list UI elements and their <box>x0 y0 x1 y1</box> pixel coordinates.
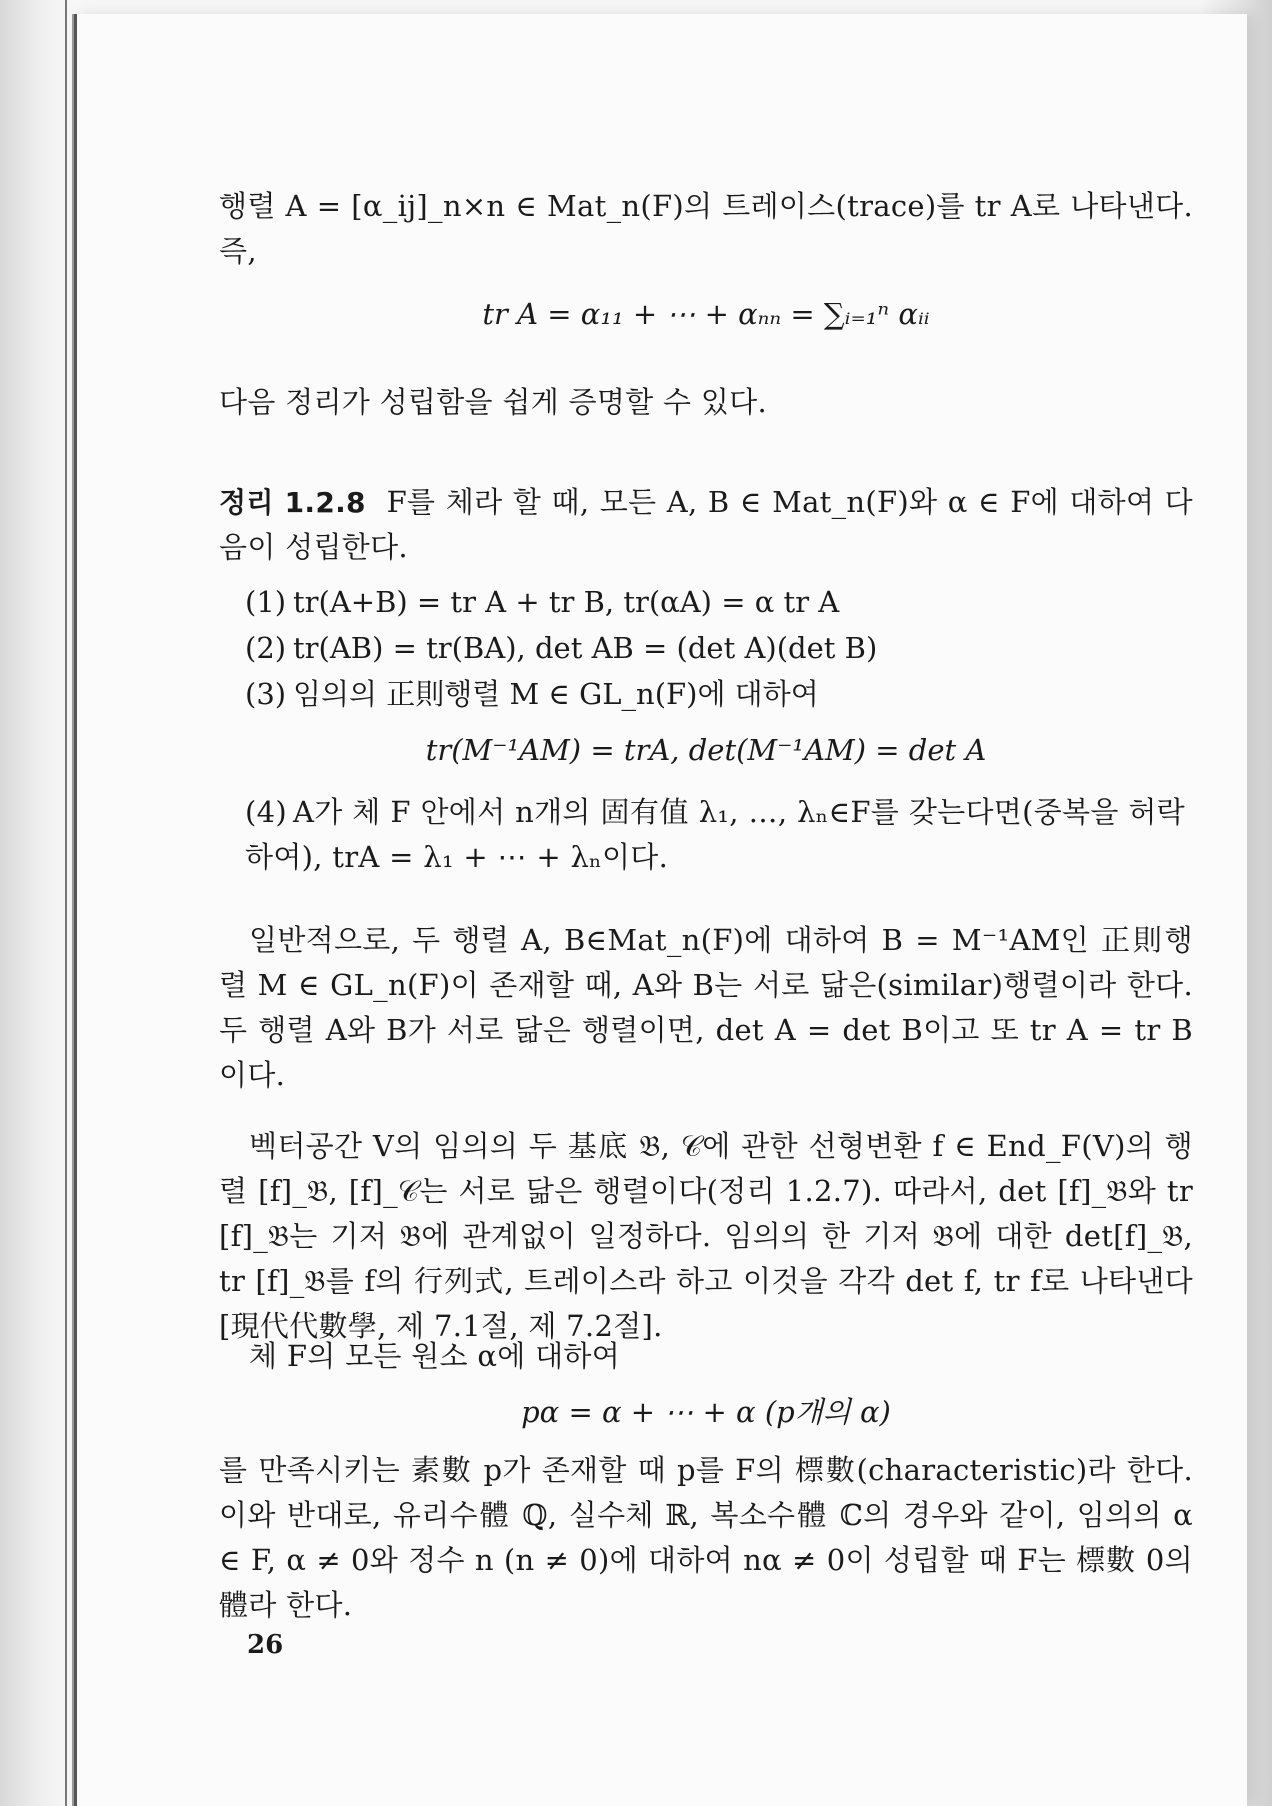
paragraph-field-elements <box>219 1334 1193 1379</box>
theorem-1-2-8 <box>219 480 1193 570</box>
item-1-text: tr(A+B) = tr A + tr B, tr(αA) = α tr A <box>293 585 840 619</box>
theorem-item-1 <box>245 580 1185 624</box>
paragraph-easy-proof <box>219 380 1193 425</box>
theorem-item-4 <box>245 790 1185 880</box>
item-4-paragraph <box>245 790 1185 880</box>
paragraph-trace-definition <box>219 184 1193 274</box>
item-2-text: tr(AB) = tr(BA), det AB = (det A)(det B) <box>293 631 878 665</box>
theorem-item-3 <box>245 672 1185 716</box>
paragraph-characteristic-definition <box>219 1448 1193 1628</box>
theorem-label: 정리 1.2.8 <box>219 486 366 519</box>
easy-proof-text: 다음 정리가 성립함을 쉽게 증명할 수 있다. <box>219 385 767 419</box>
trace-sum-formula: tr A = α₁₁ + ⋯ + αₙₙ = ∑ᵢ₌₁ⁿ αᵢᵢ <box>482 297 930 331</box>
theorem-item-2 <box>245 626 1185 670</box>
similarity-invariant-formula: tr(M⁻¹AM) = trA, det(M⁻¹AM) = det A <box>425 733 987 767</box>
item-1-label: (1) <box>245 585 287 619</box>
equation-characteristic <box>219 1388 1193 1436</box>
item-3-text: 임의의 正則행렬 M ∈ GL_n(F)에 대하여 <box>293 677 819 711</box>
paragraph-linear-map-invariants <box>219 1124 1193 1349</box>
item-3-label: (3) <box>245 677 287 711</box>
book-page <box>74 14 1247 1806</box>
field-elements-text: 체 F의 모든 원소 α에 대하여 <box>249 1339 621 1373</box>
similar-matrices-text: 일반적으로, 두 행렬 A, B∈Mat_n(F)에 대하여 B = M⁻¹AM인 正則행렬 M ∈ GL_n(F)이 존재할 때, A와 B는 서로 닮은(similar)행렬이라 한다. 두 행렬 A와 B가 서로 닮은 행렬이면, det A = det B이고 또 tr A = tr B이다. <box>219 923 1193 1092</box>
trace-definition-text: 행렬 A = [α_ij]_n×n ∈ Mat_n(F)의 트레이스(trace)를 tr A로 나타낸다. 즉, <box>219 189 1193 268</box>
equation-trace-sum <box>219 290 1193 338</box>
characteristic-formula: pα = α + ⋯ + α (p개의 α) <box>521 1395 891 1429</box>
characteristic-definition-text: 를 만족시키는 素數 p가 존재할 때 p를 F의 標數(characteristic)라 한다. 이와 반대로, 유리수體 ℚ, 실수체 ℝ, 복소수體 ℂ의 경우와 같이, 임의의 α ∈ F, α ≠ 0와 정수 n (n ≠ 0)에 대하여 nα ≠ 0이 성립할 때 F는 標數 0의 體라 한다. <box>219 1453 1193 1622</box>
theorem-text: F를 체라 할 때, 모든 A, B ∈ Mat_n(F)와 α ∈ F에 대하여 다음이 성립한다. <box>219 485 1193 564</box>
paragraph-similar-matrices <box>219 918 1193 1098</box>
equation-similarity-invariants <box>219 726 1193 774</box>
page-number: 26 <box>247 1630 284 1660</box>
theorem-statement <box>219 480 1193 570</box>
item-4-text: A가 체 F 안에서 n개의 固有值 λ₁, …, λₙ∈F를 갖는다면(중복을 허락하여), trA = λ₁ + ⋯ + λₙ이다. <box>245 795 1185 874</box>
item-4-label: (4) <box>245 795 287 829</box>
item-2-label: (2) <box>245 631 287 665</box>
linear-map-invariants-text: 벡터공간 V의 임의의 두 基底 𝔅, 𝒞에 관한 선형변환 f ∈ End_F(V)의 행렬 [f]_𝔅, [f]_𝒞는 서로 닮은 행렬이다(정리 1.2.7). 따라서, det [f]_𝔅와 tr [f]_𝔅는 기저 𝔅에 관계없이 일정하다. 임의의 한 기저 𝔅에 대한 det[f]_𝔅, tr [f]_𝔅를 f의 行列式, 트레이스라 하고 이것을 각각 det f, tr f로 나타낸다[現代代數學, 제 7.1절, 제 7.2절]. <box>219 1129 1193 1343</box>
